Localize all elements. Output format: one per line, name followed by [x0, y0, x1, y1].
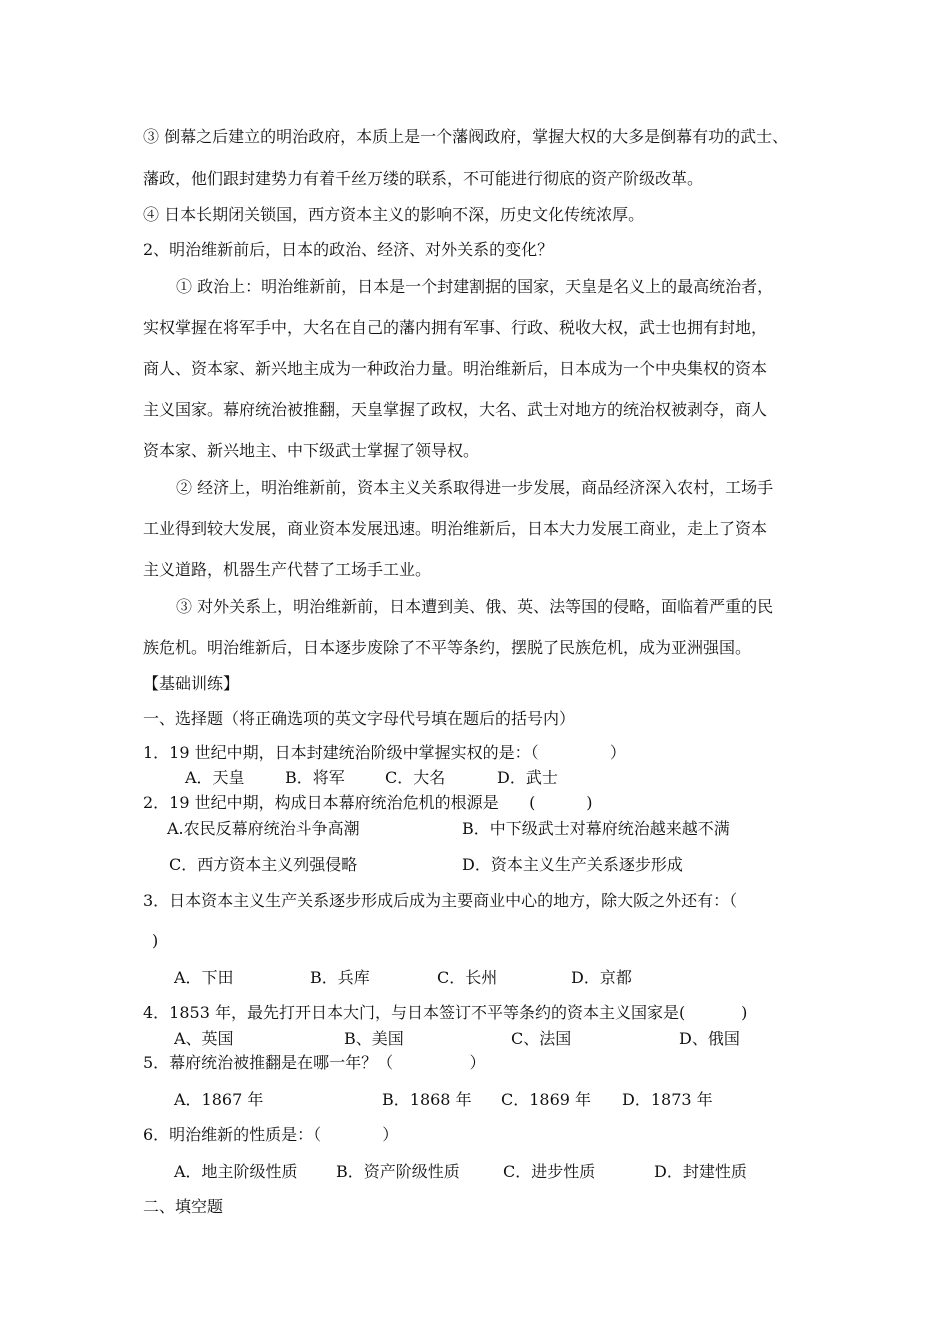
question-stem: 3．日本资本主义生产关系逐步形成后成为主要商业中心的地方，除大阪之外还有：（: [143, 891, 738, 910]
part-title: 一、选择题（将正确选项的英文字母代号填在题后的括号内）: [143, 709, 576, 728]
option: B、美国: [344, 1029, 404, 1048]
paragraph-line: ③ 对外关系上，明治维新前，日本遭到美、俄、英、法等国的侵略，面临着严重的民: [176, 597, 774, 616]
option: B．资产阶级性质: [336, 1162, 460, 1181]
paragraph-line: 族危机。明治维新后，日本逐步废除了不平等条约，摆脱了民族危机，成为亚洲强国。: [143, 638, 752, 657]
question-stem: 1．19 世纪中期，日本封建统治阶级中掌握实权的是：（ ）: [143, 743, 626, 762]
paragraph-line: 主义道路，机器生产代替了工场手工业。: [143, 560, 432, 579]
option: A．下田: [174, 968, 234, 987]
paragraph-line: ④ 日本长期闭关锁国，西方资本主义的影响不深，历史文化传统浓厚。: [143, 205, 645, 224]
option: D．资本主义生产关系逐步形成: [462, 855, 683, 874]
question-heading: 2、明治维新前后，日本的政治、经济、对外关系的变化？: [143, 240, 554, 259]
option: D．武士: [497, 768, 558, 787]
option: C、法国: [511, 1029, 572, 1048]
paragraph-line: 实权掌握在将军手中，大名在自己的藩内拥有军事、行政、税收大权，武士也拥有封地，: [143, 318, 768, 337]
option: D．封建性质: [654, 1162, 747, 1181]
option: C．西方资本主义列强侵略: [169, 855, 358, 874]
question-stem: 6．明治维新的性质是：（ ）: [143, 1125, 399, 1144]
option: A．1867 年: [174, 1090, 264, 1109]
option: B．1868 年: [382, 1090, 472, 1109]
question-stem: 2．19 世纪中期，构成日本幕府统治危机的根源是 ( ): [143, 793, 593, 812]
option: B．将军: [285, 768, 345, 787]
option: C．1869 年: [501, 1090, 592, 1109]
question-stem: 5．幕府统治被推翻是在哪一年？（ ）: [143, 1053, 486, 1072]
question-stem: 4．1853 年，最先打开日本大门，与日本签订不平等条约的资本主义国家是( ): [143, 1003, 748, 1022]
option: D、俄国: [679, 1029, 740, 1048]
paragraph-line: 主义国家。幕府统治被推翻，天皇掌握了政权，大名、武士对地方的统治权被剥夺，商人: [143, 400, 768, 419]
paragraph-line: 藩政，他们跟封建势力有着千丝万缕的联系，不可能进行彻底的资产阶级改革。: [143, 169, 704, 188]
option: C．大名: [385, 768, 446, 787]
paragraph-line: ③ 倒幕之后建立的明治政府，本质上是一个藩阀政府，掌握大权的大多是倒幕有功的武士、: [143, 127, 789, 146]
section-heading: 【基础训练】: [143, 674, 240, 693]
option: C．进步性质: [503, 1162, 596, 1181]
option: B．兵库: [310, 968, 370, 987]
part-title: 二、填空题: [143, 1197, 224, 1216]
paragraph-line: ① 政治上：明治维新前，日本是一个封建割据的国家，天皇是名义上的最高统治者，: [176, 277, 774, 296]
option: A．天皇: [185, 768, 245, 787]
option: C．长州: [437, 968, 498, 987]
option: A.农民反幕府统治斗争高潮: [167, 819, 360, 838]
paragraph-line: 资本家、新兴地主、中下级武士掌握了领导权。: [143, 441, 480, 460]
option: D．京都: [571, 968, 632, 987]
paragraph-line: 工业得到较大发展，商业资本发展迅速。明治维新后，日本大力发展工商业，走上了资本: [143, 519, 768, 538]
option: D．1873 年: [622, 1090, 713, 1109]
option: B．中下级武士对幕府统治越来越不满: [462, 819, 730, 838]
paragraph-line: 商人、资本家、新兴地主成为一种政治力量。明治维新后，日本成为一个中央集权的资本: [143, 359, 768, 378]
option: A．地主阶级性质: [174, 1162, 298, 1181]
paragraph-line: ② 经济上，明治维新前，资本主义关系取得进一步发展，商品经济深入农村，工场手: [176, 478, 774, 497]
question-stem-cont: ): [152, 931, 159, 950]
option: A、英国: [174, 1029, 234, 1048]
